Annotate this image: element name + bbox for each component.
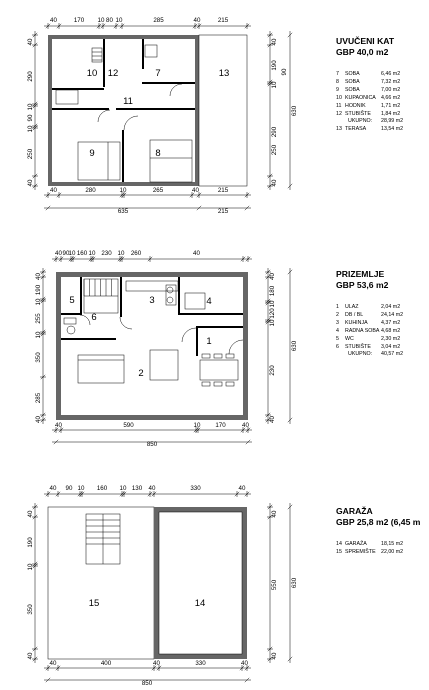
- dimension-label: 550: [271, 579, 278, 591]
- room-area: 6,46 m2: [381, 71, 401, 77]
- dimension-label: 90: [27, 114, 34, 122]
- room-number-label: 3: [149, 295, 155, 306]
- door-swing: [98, 110, 110, 122]
- legend-row: [336, 87, 429, 95]
- stove-burner: [167, 287, 173, 293]
- room-name: ULAZ: [345, 304, 359, 310]
- legend-row: [336, 328, 429, 336]
- chair: [214, 354, 222, 358]
- room-number-label: 1: [206, 336, 212, 347]
- dimension-label: 260: [130, 250, 142, 257]
- partition-wall: [196, 326, 243, 328]
- dimension-label: 90: [62, 250, 70, 257]
- legend-upper-floor: [336, 36, 429, 134]
- room-number: 12: [336, 110, 342, 117]
- dimension-label: 160: [96, 485, 108, 492]
- legend-row: [336, 344, 429, 352]
- room-number: 10: [336, 94, 342, 101]
- room-name: SOBA: [345, 71, 360, 77]
- dimension-label: 40: [55, 422, 62, 429]
- room-area: 22,00 m2: [381, 548, 404, 555]
- dimension-label: 10: [115, 17, 123, 24]
- room-area: 13,54 m2: [381, 126, 404, 133]
- dimension-label: 180: [269, 285, 276, 297]
- chair: [202, 354, 210, 358]
- partition-wall: [52, 88, 104, 90]
- bed: [78, 142, 120, 180]
- wall: [154, 507, 247, 512]
- room-number: 15: [336, 548, 342, 555]
- room-name: KUHINJA: [345, 319, 368, 326]
- room-area: 18,15 m2: [381, 541, 404, 547]
- door-swing: [80, 315, 90, 325]
- room-number: 11: [336, 102, 342, 109]
- terrace-outline: [199, 35, 247, 186]
- room-number-label: 8: [155, 148, 161, 159]
- room-number: 14: [336, 541, 342, 547]
- room-number: 3: [336, 319, 339, 326]
- dimension-label: 850: [146, 441, 158, 448]
- dimension-label: 215: [217, 187, 229, 194]
- chair: [202, 382, 210, 386]
- dimension-label: 190: [35, 284, 42, 296]
- dimension-label: 10: [27, 103, 34, 111]
- room-name: DB / BL: [345, 311, 364, 318]
- room-number-label: 5: [69, 295, 75, 306]
- partition-wall: [80, 277, 82, 315]
- sink: [145, 45, 157, 57]
- wall: [56, 272, 248, 277]
- dimension-label: 90: [65, 485, 73, 492]
- dimension-label: 10: [269, 319, 276, 327]
- dimension-label: 215: [217, 17, 229, 24]
- legend-row: [336, 111, 429, 119]
- dimension-label: 10: [97, 17, 105, 24]
- partition-wall: [142, 82, 195, 84]
- partition-wall: [196, 326, 198, 356]
- partition-wall: [178, 313, 243, 315]
- chair: [226, 382, 234, 386]
- room-number-label: 12: [107, 68, 119, 79]
- room-number: 9: [336, 86, 339, 93]
- bathtub: [56, 90, 78, 104]
- legend-gbp: GBP 53,6 m2: [336, 279, 389, 290]
- dimension-label: 40: [27, 652, 34, 660]
- dimension-label: 40: [193, 250, 200, 257]
- room-number: 6: [336, 343, 339, 350]
- room-area: 1,84 m2: [381, 110, 401, 117]
- partition-wall: [116, 108, 195, 110]
- legend-row: [336, 304, 429, 312]
- door-swing: [182, 328, 196, 342]
- room-name: TERASA: [345, 126, 367, 133]
- dimension-label: 40: [153, 660, 160, 667]
- dimension-label: 40: [50, 187, 57, 194]
- partition-wall: [52, 108, 109, 110]
- chair: [214, 382, 222, 386]
- room-name: KUPAONICA: [345, 94, 376, 101]
- dimension-label: 40: [241, 660, 248, 667]
- room-number-label: 10: [86, 68, 98, 79]
- dimension-label: 40: [271, 38, 278, 46]
- wall: [242, 507, 247, 659]
- dimension-label: 90: [281, 68, 288, 76]
- dimension-label: 350: [35, 352, 42, 363]
- wall: [243, 272, 248, 420]
- room-number-label: 4: [206, 296, 212, 307]
- kitchen-counter: [126, 281, 178, 291]
- room-number-label: 2: [138, 368, 144, 379]
- room-name: SOBA: [345, 78, 360, 85]
- dimension-label: 190: [27, 537, 34, 548]
- dimension-label: 40: [55, 250, 62, 257]
- room-number: 2: [336, 311, 339, 318]
- dimension-label: 10: [77, 485, 85, 492]
- room-number-label: 15: [88, 598, 100, 609]
- dimension-label: 635: [117, 208, 129, 215]
- dimension-label: 40: [35, 273, 42, 280]
- room-name: HODNIK: [345, 102, 366, 109]
- dimension-label: 630: [291, 105, 298, 117]
- dimension-label: 40: [238, 485, 246, 492]
- dimension-label: 40: [49, 485, 57, 492]
- wc-tank: [64, 318, 76, 324]
- room-area: 3,04 m2: [381, 343, 401, 350]
- wall: [48, 35, 52, 186]
- dimension-label: 290: [27, 71, 34, 82]
- room-area: 4,68 m2: [381, 327, 401, 334]
- dimension-label: 40: [27, 510, 34, 518]
- legend-title: UVUČENI KAT: [336, 36, 395, 46]
- total-value: 28,99 m2: [381, 118, 404, 125]
- legend-row: [336, 126, 429, 134]
- legend-title: GARAŽA: [336, 506, 373, 516]
- room-name: GARAŽA: [345, 541, 367, 547]
- dimension-label: 10: [88, 250, 96, 257]
- legend-row: [336, 79, 429, 87]
- chair: [226, 354, 234, 358]
- dimension-label: 10: [117, 250, 125, 257]
- dimension-label: 290: [271, 126, 278, 138]
- room-area: 4,37 m2: [381, 319, 401, 326]
- dimension-label: 10: [35, 298, 42, 306]
- dimension-label: 285: [35, 392, 42, 404]
- room-number: 7: [336, 71, 339, 77]
- legend-gbp: GBP 25,8 m2 (6,45 m: [336, 516, 421, 527]
- partition-wall: [61, 338, 116, 340]
- dimension-label: 590: [123, 422, 134, 429]
- dimension-label: 265: [152, 187, 164, 194]
- dimension-and-room-labels: [27, 17, 298, 687]
- dimension-label: 40: [148, 485, 156, 492]
- dimension-label: 190: [271, 60, 278, 71]
- legend-row: [336, 95, 429, 103]
- wall: [48, 35, 199, 39]
- dimension-label: 40: [271, 179, 278, 187]
- legend-ground-floor: [336, 269, 429, 359]
- dimension-label: 40: [242, 422, 249, 429]
- dimension-label: 40: [50, 17, 57, 24]
- dining-table: [200, 360, 238, 380]
- partition-wall: [122, 130, 124, 182]
- dimension-label: 10: [193, 422, 201, 429]
- partition-wall: [103, 39, 105, 87]
- dimension-label: 80: [106, 17, 113, 24]
- room-number-label: 11: [123, 96, 133, 107]
- room-number: 13: [336, 126, 342, 133]
- total-label: UKUPNO:: [348, 351, 373, 358]
- wall: [56, 415, 248, 420]
- bed: [150, 140, 192, 182]
- dimension-label: 255: [35, 313, 42, 324]
- legend-row: [336, 103, 429, 111]
- door-swing: [229, 340, 243, 354]
- room-number: 1: [336, 304, 339, 310]
- partition-wall: [52, 108, 54, 110]
- room-name: RADNA SOBA: [345, 327, 380, 334]
- dimension-label: 10: [27, 125, 34, 133]
- wall: [56, 272, 61, 420]
- legend-row: [336, 71, 429, 79]
- wc-bowl: [67, 326, 75, 334]
- garage-inner: [159, 512, 242, 654]
- room-number-label: 13: [218, 68, 230, 79]
- wall: [195, 35, 199, 186]
- sofa: [78, 355, 124, 383]
- coffee-table: [150, 350, 178, 380]
- room-name: STUBIŠTE: [345, 110, 371, 117]
- legend-total-row: [336, 351, 429, 359]
- dimension-label: 215: [217, 208, 229, 215]
- dimension-label: 170: [215, 422, 226, 429]
- dimension-label: 330: [190, 485, 201, 492]
- dimension-label: 10: [68, 250, 76, 257]
- dimension-label: 40: [269, 273, 276, 280]
- desk: [185, 293, 205, 309]
- dimension-label: 400: [100, 660, 112, 667]
- room-number-label: 6: [91, 312, 97, 323]
- partition-wall: [142, 39, 144, 69]
- dimension-label: 10: [119, 187, 127, 194]
- dimension-label: 40: [193, 17, 201, 24]
- wall: [48, 182, 199, 186]
- partition-wall: [178, 277, 180, 315]
- dimension-label: 40: [35, 416, 42, 423]
- stove-burner: [167, 297, 173, 303]
- dimension-label: 10: [119, 485, 127, 492]
- dimension-label: 120: [269, 308, 276, 319]
- room-area: 1,71 m2: [381, 102, 401, 109]
- legend-row: [336, 312, 429, 320]
- dimension-label: 40: [192, 187, 199, 194]
- legend-row: [336, 336, 429, 344]
- room-number: 8: [336, 78, 339, 85]
- door-swing: [120, 317, 132, 329]
- dimension-label: 285: [153, 17, 164, 24]
- storage-outline: [48, 507, 154, 659]
- dimension-label: 10: [271, 81, 278, 89]
- dimension-label: 850: [141, 680, 153, 687]
- room-name: SOBA: [345, 86, 360, 93]
- dimension-label: 10: [35, 331, 42, 339]
- legend-title: PRIZEMLJE: [336, 269, 385, 279]
- room-area: 24,14 m2: [381, 311, 404, 318]
- dimension-label: 40: [269, 416, 276, 423]
- dimension-label: 330: [195, 660, 206, 667]
- dimension-label: 40: [271, 510, 278, 518]
- dimension-label: 10: [269, 300, 276, 308]
- room-name: SPREMIŠTE: [345, 548, 376, 555]
- dimension-label: 40: [49, 660, 57, 667]
- room-number: 5: [336, 335, 339, 342]
- dimension-label: 170: [73, 17, 85, 24]
- dimension-label: 230: [269, 365, 276, 376]
- door-swing: [124, 116, 138, 130]
- room-area: 7,32 m2: [381, 78, 401, 85]
- dimension-label: 40: [27, 179, 34, 187]
- dimension-label: 130: [131, 485, 143, 492]
- legend-row: [336, 549, 429, 557]
- total-label: UKUPNO:: [348, 118, 373, 125]
- room-area: 2,30 m2: [381, 335, 401, 342]
- door-swing: [170, 84, 182, 96]
- wall: [154, 654, 247, 659]
- room-area: 4,66 m2: [381, 94, 401, 101]
- partition-wall: [61, 313, 82, 315]
- dimension-label: 40: [27, 38, 34, 46]
- dimension-label: 250: [27, 148, 34, 160]
- legend-gbp: GBP 40,0 m2: [336, 46, 389, 57]
- total-value: 40,57 m2: [381, 351, 404, 358]
- dimension-label: 250: [271, 144, 278, 156]
- partition-wall: [120, 277, 122, 317]
- room-number-label: 7: [155, 68, 161, 79]
- dimension-label: 40: [271, 652, 278, 660]
- room-name: STUBIŠTE: [345, 343, 371, 350]
- room-area: 2,04 m2: [381, 304, 401, 310]
- legend-garage: [336, 506, 429, 557]
- dimension-label: 160: [76, 250, 88, 257]
- walls: [48, 35, 248, 659]
- room-number-label: 9: [89, 148, 95, 159]
- dimension-label: 630: [291, 577, 298, 589]
- dimension-label: 630: [291, 340, 298, 352]
- wall: [154, 507, 159, 659]
- legend-total-row: [336, 118, 429, 126]
- room-number-label: 14: [194, 598, 206, 609]
- room-area: 7,00 m2: [381, 86, 401, 93]
- dimension-lines: [32, 23, 292, 682]
- dimension-label: 10: [27, 563, 34, 571]
- dimension-label: 280: [85, 187, 96, 194]
- legend-row: [336, 541, 429, 549]
- room-number: 4: [336, 327, 339, 334]
- room-name: WC: [345, 335, 354, 342]
- dimension-label: 230: [101, 250, 112, 257]
- dimension-label: 350: [27, 604, 34, 615]
- legend-row: [336, 320, 429, 328]
